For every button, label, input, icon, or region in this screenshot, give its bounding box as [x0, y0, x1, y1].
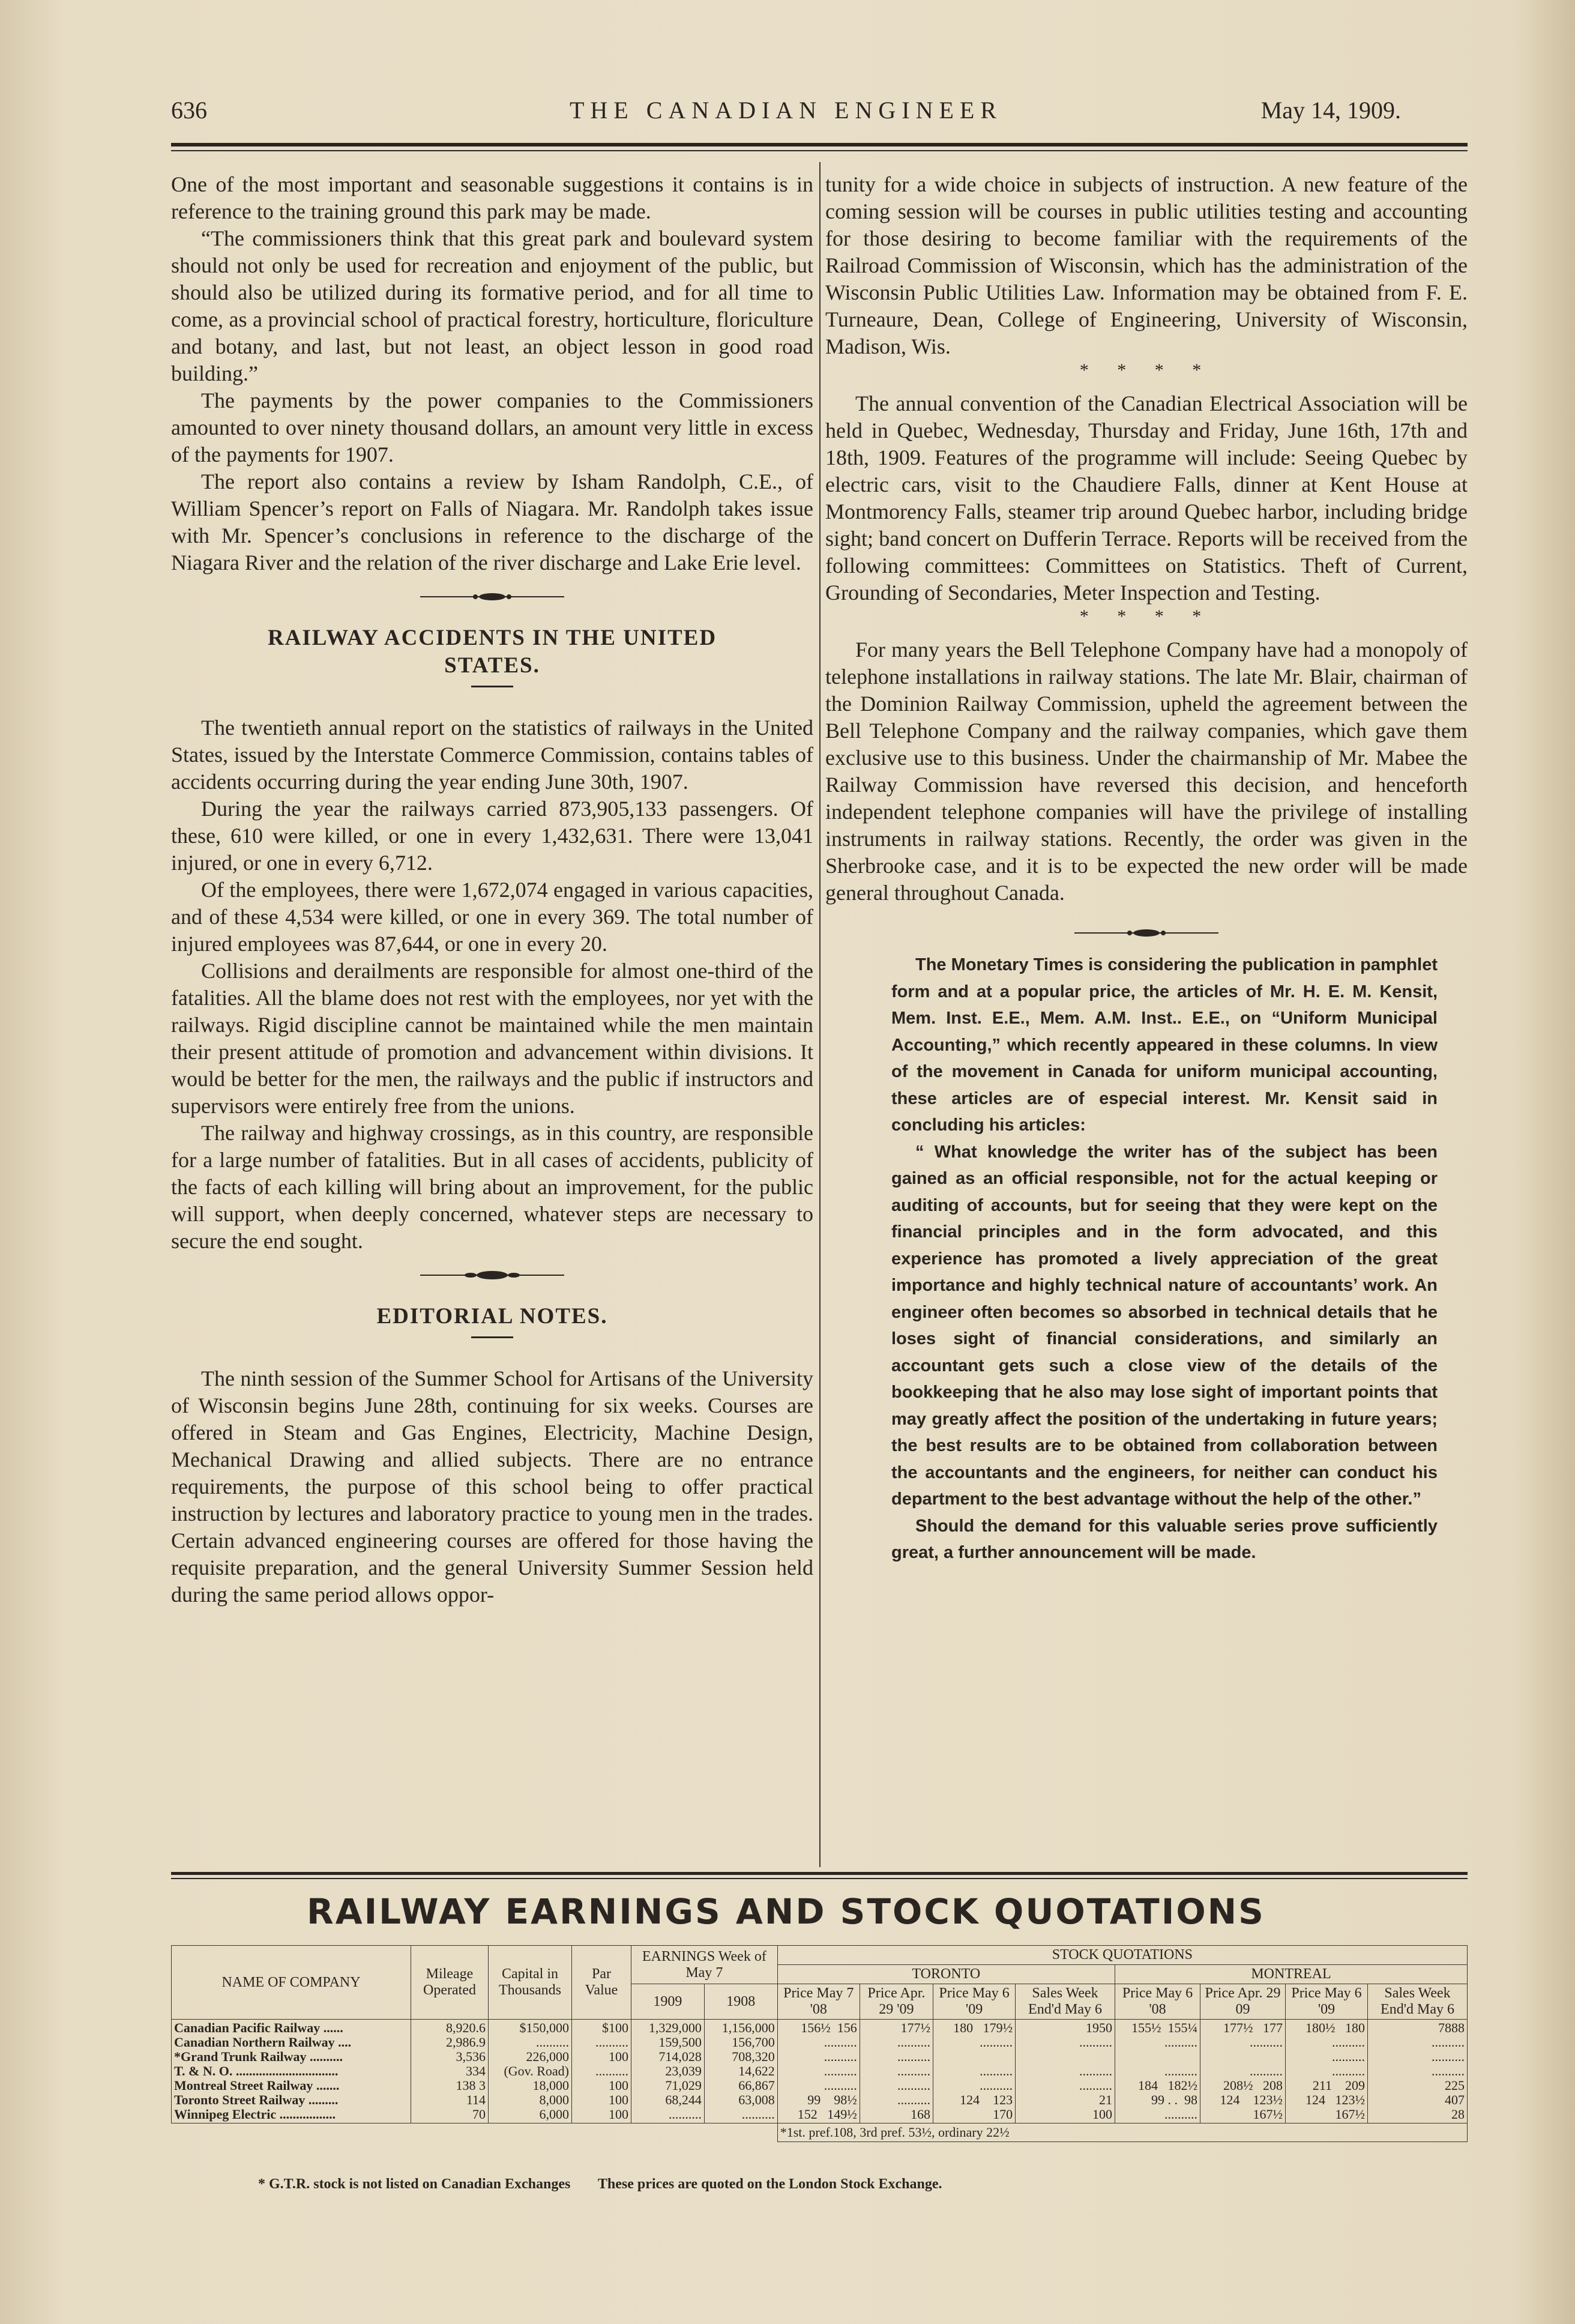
earnings-1909-values: 1,329,000 159,500 714,028 23,039 71,029 68,244 .......... — [631, 2020, 705, 2123]
col-header-1908: 1908 — [704, 1984, 777, 2020]
journal-title: THE CANADIAN ENGINEER — [569, 97, 1003, 124]
company-names: Canadian Pacific Railway ...... Canadian Northern Railway .... *Grand Trunk Railway .......... T. & N. O. ............................... Montreal Street Railway ....... Toronto Street Railway ......... Winnipeg Electric ................. — [172, 2020, 411, 2123]
table-row-note — [172, 2123, 1468, 2142]
toronto-price-apr-values: 177½ .......... .......... .......... .......... .......... 168 — [860, 2020, 933, 2123]
paragraph: “The commissioners think that this great park and boulevard system should not only be used for recreation and enjoyment of the public, but should also be utilized during its formative period, and for all time to come, as a provincial school of practical forestry, horticulture, floriculture and botany, and last, but not least, an object lesson in good road building.” — [171, 226, 813, 385]
notice-paragraph: The Monetary Times is considering the publication in pamphlet form and at a popular price, the articles of Mr. H. E. M. Kensit, Mem. Inst. E.E., Mem. A.M. Inst.. E.E., on “Uniform Municipal Accounting,” which recently appeared in these columns. In view of the movement in Canada for uniform municipal accounting, these articles are of especial interest. Mr. Kensit said in concluding his articles: — [891, 955, 1438, 1135]
table-title: RAILWAY EARNINGS AND STOCK QUOTATIONS — [307, 1891, 1265, 1932]
toronto-sales-values: 1950 .......... .......... .......... 21 100 — [1016, 2020, 1115, 2123]
col-header-montreal-price-apr: Price Apr. 29 09 — [1200, 1984, 1285, 2020]
col-header-par: Par Value — [572, 1946, 631, 2020]
paragraph: The twentieth annual report on the statistics of railways in the United States, issued by the Interstate Commerce Commission, contains tables of accidents occurring during the year ending June 30th, 1907. — [171, 716, 813, 794]
paragraph: The payments by the power companies to the Commissioners amounted to over ninety thousand dollars, an amount very little in excess of the payments for 1907. — [171, 388, 813, 466]
star-separator: * * * * — [1079, 360, 1214, 380]
paragraph: The ninth session of the Summer School for Artisans of the University of Wisconsin begins June 28th, continuing for six weeks. Courses are offered in Steam and Gas Engines, Electricity, Machine Design, Mechanical Drawing and allied subjects. There are no entrance requirements, the purpose of this school being to offer practical instruction by lectures and laboratory practice to young men in the trades. Certain advanced engineering courses are offered for those having the requisite preparation, and the general University Summer Session held during the same period allows oppor- — [171, 1366, 813, 1607]
section-heading: RAILWAY ACCIDENTS IN THE UNITED STATES. — [267, 626, 717, 678]
montreal-sales-values: 7888 .......... .......... .......... 225 407 28 — [1368, 2020, 1468, 2123]
montreal-price-apr-values: 177½ 177 .......... .......... 208½ 208 124 123½ 167½ — [1200, 2020, 1285, 2123]
paragraph: Of the employees, there were 1,672,074 engaged in various capacities, and of these 4,534 were killed, or one in every 369. The total number of injured employees was 87,644, or one in every 20. — [171, 878, 813, 956]
par-values: $100 .......... 100 .......... 100 100 100 — [572, 2020, 631, 2123]
star-separator: * * * * — [1079, 606, 1214, 626]
paragraph: The railway and highway crossings, as in this country, are responsible for a large number of fatalities. But in all cases of accidents, publicity of the facts of each killing will bring about an improvement, for the public will support, when deeply concerned, whatever steps are necessary to secure the end sought. — [171, 1121, 813, 1253]
col-header-toronto: TORONTO — [777, 1965, 1115, 1984]
paragraph: For many years the Bell Telephone Company have had a monopoly of telephone installations in railway stations. The late Mr. Blair, chairman of the Dominion Railway Commission, upheld the agreement between the Bell Telephone Company and the railway companies, which gave them exclusive use to this business. Under the chairmanship of Mr. Mabee the Railway Commission have reversed this decision, and henceforth independent telephone companies will have the privilege of installing instruments in railway stations. Recently, the order was given in the Sherbrooke case, and it is to be expected the new order will be made general throughout Canada. — [825, 638, 1468, 905]
page-number: 636 — [171, 97, 207, 124]
col-header-toronto-price-apr: Price Apr. 29 '09 — [860, 1984, 933, 2020]
ornament-divider — [825, 919, 1468, 937]
col-header-stock-quotations: STOCK QUOTATIONS — [777, 1946, 1467, 1965]
footnote-london: These prices are quoted on the London Stock Exchange. — [597, 2176, 942, 2192]
paragraph: Collisions and derailments are responsible for almost one-third of the fatalities. All the blame does not rest with the employees, nor yet with the railways. Rigid discipline cannot be maintained while the men maintain their present attitude of promotion and advancement within divisions. It would be better for the men, the railways and the public if instructors and supervisors were entirely free from the unions. — [171, 959, 813, 1118]
col-header-toronto-price-08: Price May 7 '08 — [777, 1984, 860, 2020]
gtr-note: *1st. pref.108, 3rd pref. 53½, ordinary 22½ — [777, 2123, 1467, 2142]
column-divider — [819, 162, 821, 1867]
col-header-earnings: EARNINGS Week of May 7 — [631, 1946, 778, 1984]
toronto-price-08-values: 156½ 156 .......... .......... .......... .......... 99 98½ 152 149½ — [777, 2020, 860, 2123]
left-column — [171, 171, 813, 1608]
montreal-price-08-values: 155½ 155¼ .......... .......... 184 182½ 99 . . 98 .......... — [1115, 2020, 1200, 2123]
col-header-montreal-sales: Sales Week End'd May 6 — [1368, 1984, 1468, 2020]
header-rule-thin — [171, 150, 1468, 151]
table-footnote — [258, 2176, 966, 2193]
col-header-montreal-price-09: Price May 6 '09 — [1285, 1984, 1367, 2020]
short-rule — [471, 1336, 513, 1338]
notice-box — [891, 952, 1438, 1566]
toronto-price-09-values: 180 179½ .......... .......... .......... 124 123 170 — [933, 2020, 1016, 2123]
ornament-divider — [171, 582, 813, 600]
mileage-values: 8,920.6 2,986.9 3,536 334 138 3 114 70 — [411, 2020, 489, 2123]
stock-quotations-table — [171, 1945, 1468, 2142]
earnings-1908-values: 1,156,000 156,700 708,320 14,622 66,867 63,008 .......... — [704, 2020, 777, 2123]
issue-date: May 14, 1909. — [1260, 97, 1401, 124]
col-header-capital: Capital in Thousands — [489, 1946, 572, 2020]
right-column — [825, 171, 1468, 1566]
montreal-price-09-values: 180½ 180 .......... .......... .......... 211 209 124 123½ 167½ — [1285, 2020, 1367, 2123]
col-header-toronto-sales: Sales Week End'd May 6 — [1016, 1984, 1115, 2020]
notice-paragraph: Should the demand for this valuable series prove sufficiently great, a further announcement will be made. — [891, 1516, 1438, 1562]
short-rule — [471, 686, 513, 687]
col-header-montreal-price-08: Price May 6 '08 — [1115, 1984, 1200, 2020]
col-header-toronto-price-09: Price May 6 '09 — [933, 1984, 1016, 2020]
paragraph: During the year the railways carried 873,905,133 passengers. Of these, 610 were killed, or one in every 1,432,631. There were 13,041 injured, or one in every 6,712. — [171, 797, 813, 875]
paragraph: The annual convention of the Canadian Electrical Association will be held in Quebec, Wednesday, Thursday and Friday, June 16th, 17th and 18th, 1909. Features of the programme will include: Seeing Quebec by electric cars, visit to the Chaudiere Falls, dinner at Kent House at Montmorency Falls, steamer trip around Quebec harbor, including bridge sight; band concert on Dufferin Terrace. Reports will be received from the following committees: Committees on Statistics. Theft of Current, Grounding of Secondaries, Meter Inspection and Testing. — [825, 391, 1468, 605]
paragraph: tunity for a wide choice in subjects of instruction. A new feature of the coming session will be courses in public utilities testing and accounting for those desiring to become familiar with the requirements of the Railroad Commission of Wisconsin, which has the administration of the Wisconsin Public Utilities Law. Information may be obtained from F. E. Turneaure, Dean, College of Engineering, University of Wisconsin, Madison, Wis. — [825, 172, 1468, 358]
table-top-rule — [171, 1872, 1468, 1875]
paragraph: One of the most important and seasonable suggestions it contains is in reference to the training ground this park may be made. — [171, 172, 813, 223]
paragraph: The report also contains a review by Isham Randolph, C.E., of William Spencer’s report on Falls of Niagara. Mr. Randolph takes issue with Mr. Spencer’s conclusions in reference to the discharge of the Niagara River and the relation of the river discharge and Lake Erie level. — [171, 469, 813, 575]
footnote-gtr: * G.T.R. stock is not listed on Canadian Exchanges — [258, 2176, 571, 2192]
capital-values: $150,000 .......... 226,000 (Gov. Road) 18,000 8,000 6,000 — [489, 2020, 572, 2123]
table-row — [172, 2020, 1468, 2123]
page-header — [171, 96, 1401, 132]
header-rule — [171, 143, 1468, 146]
section-heading: EDITORIAL NOTES. — [376, 1304, 608, 1329]
col-header-name: NAME OF COMPANY — [172, 1946, 411, 2020]
col-header-montreal: MONTREAL — [1115, 1965, 1467, 1984]
col-header-1909: 1909 — [631, 1984, 705, 2020]
notice-quote: “ What knowledge the writer has of the subject has been gained as an official responsible, not for the actual keeping or auditing of accounts, but for seeing that they were kept on the financial principles and in the form advocated, and this experience has promoted a lively appreciation of the great importance and highly technical nature of accountants’ work. An engineer often becomes so absorbed in technical details that he loses sight of financial considerations, and similarly an accountant gets such a close view of the details of the bookkeeping that he also may lose sight of important points that may greatly affect the position of the undertaking in future years; the best results are to be obtained from collaboration between the accountants and the engineers, for neither can conduct his department to the best advantage without the help of the other.” — [891, 1142, 1438, 1509]
table-top-rule-thin — [171, 1878, 1468, 1879]
ornament-divider — [171, 1261, 813, 1279]
col-header-mileage: Mileage Operated — [411, 1946, 489, 2020]
